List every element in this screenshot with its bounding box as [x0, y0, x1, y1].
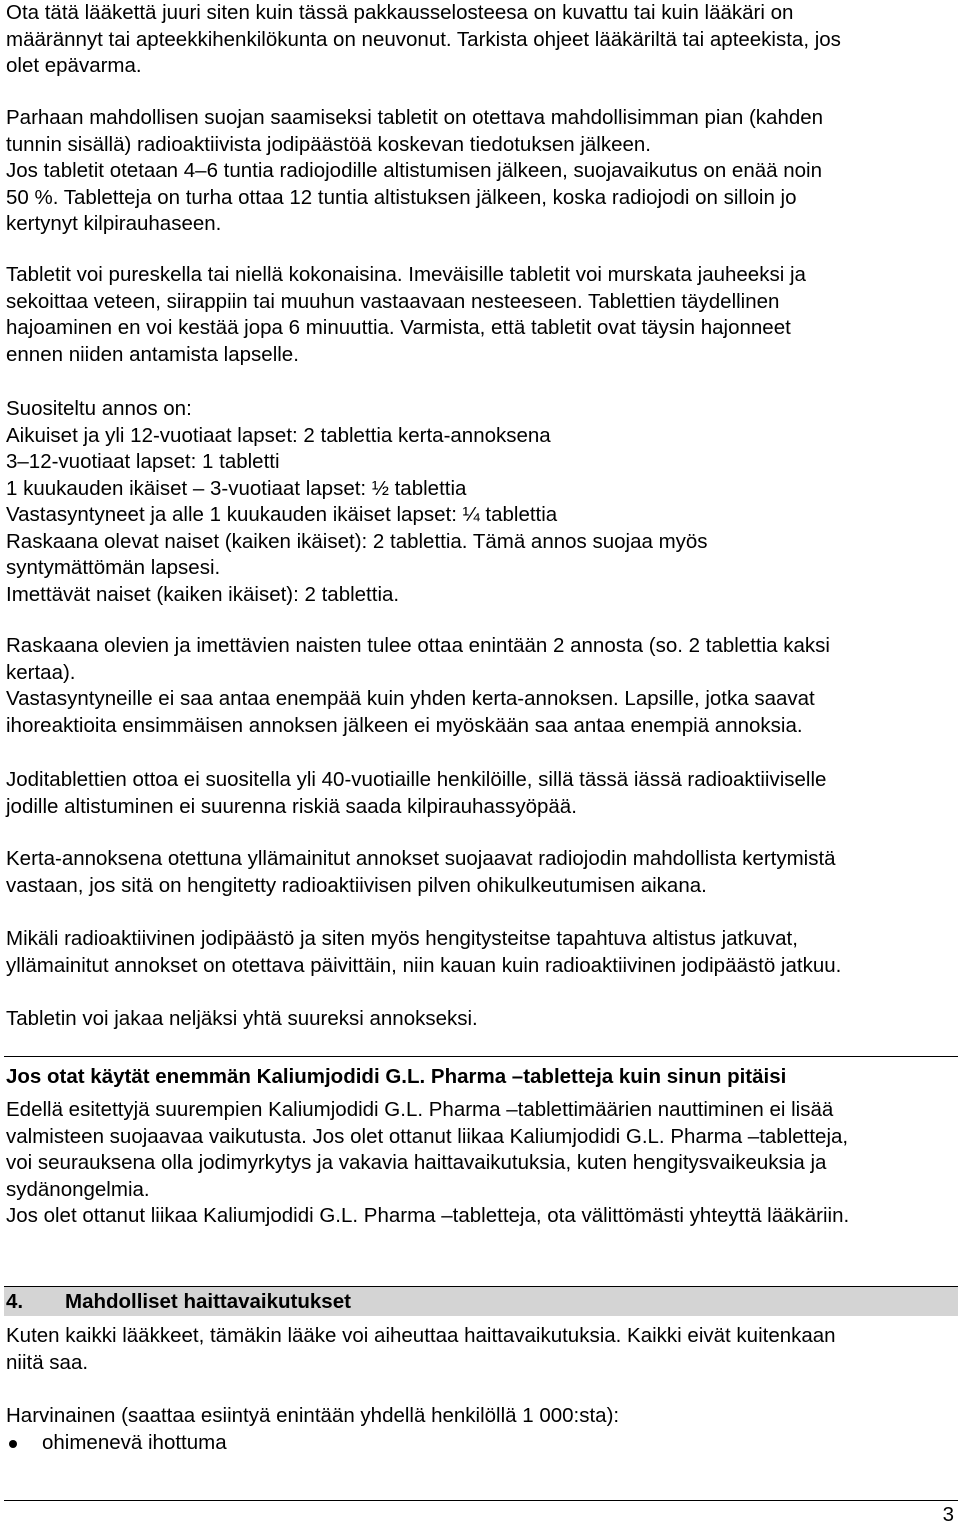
- text-line: kertynyt kilpirauhaseen.: [6, 212, 222, 235]
- text-line: ennen niiden antamista lapselle.: [6, 342, 299, 366]
- page-number: 3: [942, 1503, 954, 1526]
- text-line: Kuten kaikki lääkkeet, tämäkin lääke voi aiheuttaa haittavaikutuksia. Kaikki eivät kuitenkaan: [6, 1324, 836, 1347]
- text-line: Jos olet ottanut liikaa Kaliumjodidi G.L. Pharma –tabletteja, ota välittömästi yhteyttä lääkäriin.: [6, 1204, 850, 1227]
- dosage-paragraph: [6, 396, 708, 608]
- text-line: niitä saa.: [6, 1350, 89, 1374]
- list-item: [6, 1430, 619, 1457]
- continued-exposure-paragraph: [6, 926, 841, 979]
- section-title: Mahdolliset haittavaikutukset: [65, 1290, 351, 1313]
- text-line: Tabletit voi pureskella tai niellä kokonaisina. Imeväisille tabletit voi murskata jauheeksi ja: [6, 263, 806, 286]
- text-line: syntymättömän lapsesi.: [6, 556, 221, 579]
- bullet-icon: [9, 1440, 17, 1448]
- text-line: Raskaana olevien ja imettävien naisten tulee ottaa enintään 2 annosta (so. 2 tablettia kaksi: [6, 634, 830, 657]
- text-line: Vastasyntyneet ja alle 1 kuukauden ikäiset lapset: ¼ tablettia: [6, 503, 558, 526]
- pregnancy-paragraph: [6, 633, 830, 739]
- overdose-heading: Jos otat käytät enemmän Kaliumjodidi G.L. Pharma –tabletteja kuin sinun pitäisi: [6, 1065, 787, 1088]
- text-line: 1 kuukauden ikäiset – 3-vuotiaat lapset: ½ tablettia: [6, 476, 467, 500]
- text-line: Tabletin voi jakaa neljäksi yhtä suureksi annokseksi.: [6, 1007, 478, 1030]
- text-line: Raskaana olevat naiset (kaiken ikäiset): 2 tablettia. Tämä annos suojaa myös: [6, 529, 708, 553]
- text-line: määrännyt tai apteekkihenkilökunta on neuvonut. Tarkista ohjeet lääkäriltä tai apteekista, jos: [6, 27, 841, 51]
- text-line: Jos tabletit otetaan 4–6 tuntia radiojodille altistumisen jälkeen, suojavaikutus on enää noin: [6, 159, 822, 182]
- text-line: sekoittaa veteen, siirappiin tai muuhun vastaavaan nesteeseen. Tablettien täydellinen: [6, 289, 780, 313]
- intro-paragraph: [6, 0, 841, 80]
- text-line: valmisteen suojaavaa vaikutusta. Jos olet ottanut liikaa Kaliumjodidi G.L. Pharma –tabletteja,: [6, 1124, 849, 1148]
- text-line: Mikäli radioaktiivinen jodipäästö ja siten myös hengitysteitse tapahtuva altistus jatkuvat,: [6, 927, 798, 950]
- swallow-paragraph: [6, 262, 806, 368]
- text-line: ihoreaktioita ensimmäisen annoksen jälkeen ei myöskään saa antaa enempiä annoksia.: [6, 713, 803, 737]
- text-line: olet epävarma.: [6, 54, 142, 77]
- cloud-paragraph: [6, 846, 836, 899]
- text-line: Vastasyntyneille ei saa antaa enempää kuin yhden kerta-annoksen. Lapsille, jotka saavat: [6, 687, 815, 710]
- age-paragraph: [6, 767, 826, 820]
- text-line: tunnin sisällä) radioaktiivista jodipäästöä koskevan tiedotuksen jälkeen.: [6, 132, 651, 156]
- text-line: voi seurauksena olla jodimyrkytys ja vakavia haittavaikutuksia, kuten hengitysvaikeuksia ja: [6, 1151, 827, 1174]
- text-line: jodille altistuminen ei suurenna riskiä saada kilpirauhassyöpää.: [6, 794, 577, 818]
- frequency-label: Harvinainen (saattaa esiintyä enintään yhdellä henkilöllä 1 000:sta):: [6, 1404, 620, 1427]
- text-line: sydänongelmia.: [6, 1177, 150, 1201]
- text-line: hajoaminen en voi kestää jopa 6 minuuttia. Varmista, että tabletit ovat täysin hajonneet: [6, 316, 791, 339]
- overdose-rule: [4, 1056, 958, 1057]
- text-line: Ota tätä lääkettä juuri siten kuin tässä pakkausselosteesa on kuvattu tai kuin lääkäri on: [6, 1, 794, 24]
- text-line: 3–12-vuotiaat lapset: 1 tabletti: [6, 450, 280, 473]
- text-line: Edellä esitettyjä suurempien Kaliumjodidi G.L. Pharma –tablettimäärien nauttiminen ei lisää: [6, 1098, 834, 1121]
- list-item-text: ohimenevä ihottuma: [42, 1430, 227, 1454]
- text-line: kertaa).: [6, 660, 76, 684]
- text-line: Aikuiset ja yli 12-vuotiaat lapset: 2 tablettia kerta-annoksena: [6, 423, 551, 447]
- text-line: vastaan, jos sitä on hengitetty radioaktiivisen pilven ohikulkeutumisen aikana.: [6, 873, 707, 897]
- section-4-header: [4, 1286, 958, 1316]
- text-line: Imettävät naiset (kaiken ikäiset): 2 tablettia.: [6, 582, 400, 606]
- timing-paragraph: [6, 105, 823, 238]
- text-line: Parhaan mahdollisen suojan saamiseksi tabletit on otettava mahdollisimman pian (kahden: [6, 106, 824, 129]
- text-line: 50 %. Tabletteja on turha ottaa 12 tuntia altistuksen jälkeen, koska radiojodi on silloin jo: [6, 185, 797, 209]
- text-line: Suositeltu annos on:: [6, 397, 192, 420]
- footer-rule: [4, 1500, 958, 1501]
- text-line: Kerta-annoksena otettuna yllämainitut annokset suojaavat radiojodin mahdollista kertymistä: [6, 847, 836, 870]
- text-line: yllämainitut annokset on otettava päivittäin, niin kauan kuin radioaktiivinen jodipäästö jatkuu.: [6, 953, 842, 977]
- text-line: Joditablettien ottoa ei suositella yli 40-vuotiaille henkilöille, sillä tässä iässä radioaktiiviselle: [6, 768, 827, 791]
- split-paragraph: [6, 1006, 478, 1033]
- section-number: 4.: [6, 1290, 24, 1313]
